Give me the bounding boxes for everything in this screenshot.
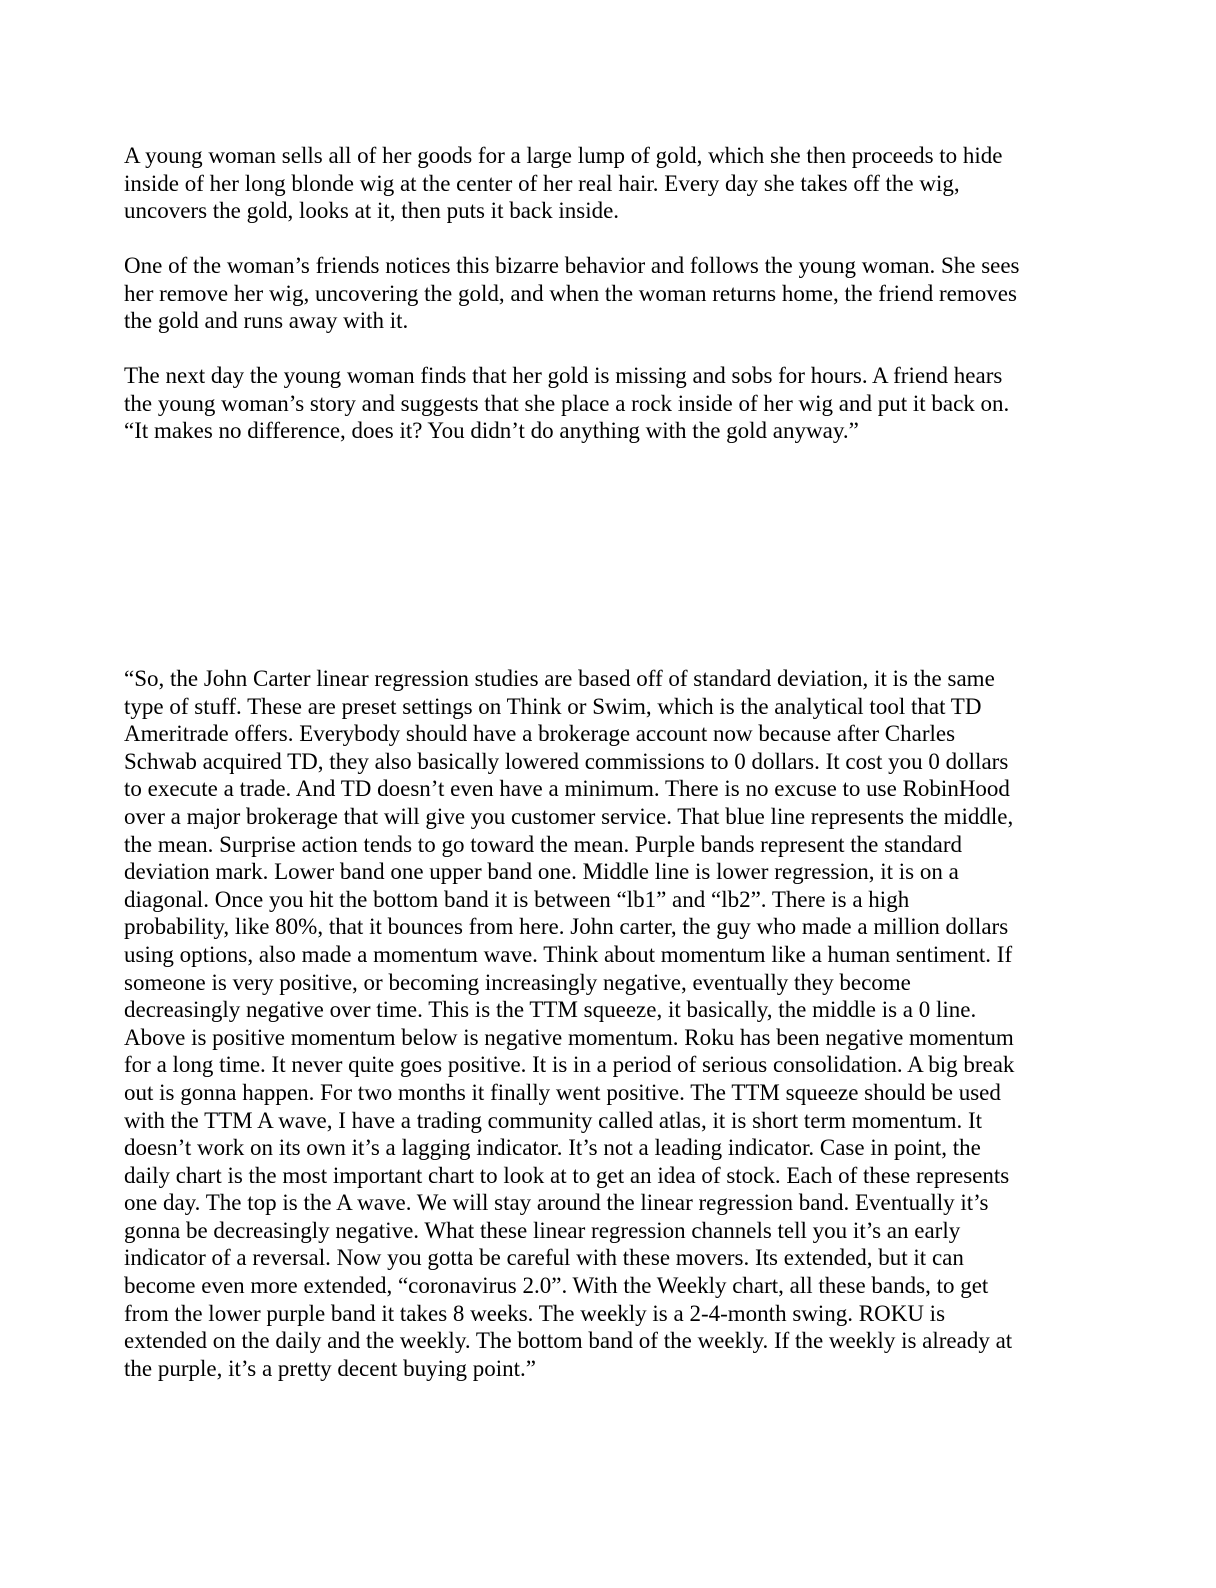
text-line: “It makes no difference, does it? You didn’t do anything with the gold anyway.” [124, 418, 859, 444]
paragraph-trading-quote [124, 665, 1014, 1382]
text-line: “So, the John Carter linear regression studies are based off of standard deviation, it is the same [124, 666, 995, 691]
text-line: inside of her long blonde wig at the center of her real hair. Every day she takes off the wig, [124, 170, 960, 196]
text-line: one day. The top is the A wave. We will stay around the linear regression band. Eventually it’s [124, 1190, 989, 1216]
text-line: Ameritrade offers. Everybody should have a brokerage account now because after Charles [124, 721, 956, 747]
text-line: for a long time. It never quite goes positive. It is in a period of serious consolidation. A big break [124, 1052, 1015, 1078]
text-line: The next day the young woman finds that her gold is missing and sobs for hours. A friend hears [124, 363, 1003, 388]
paragraph-rock-in-wig [124, 362, 1009, 445]
text-line: type of stuff. These are preset settings on Think or Swim, which is the analytical tool that TD [124, 693, 982, 719]
text-line: deviation mark. Lower band one upper band one. Middle line is lower regression, it is on a [124, 859, 959, 885]
text-line: out is gonna happen. For two months it finally went positive. The TTM squeeze should be used [124, 1079, 1001, 1105]
text-line: from the lower purple band it takes 8 weeks. The weekly is a 2-4-month swing. ROKU is [124, 1300, 946, 1326]
text-line: the young woman’s story and suggests that she place a rock inside of her wig and put it back on. [124, 390, 1010, 416]
text-line: over a major brokerage that will give you customer service. That blue line represents the middle, [124, 803, 1014, 829]
text-line: the mean. Surprise action tends to go toward the mean. Purple bands represent the standard [124, 831, 962, 857]
text-line: to execute a trade. And TD doesn’t even have a minimum. There is no excuse to use RobinHood [124, 776, 1010, 802]
text-line: decreasingly negative over time. This is the TTM squeeze, it basically, the middle is a 0 line. [124, 997, 977, 1023]
text-line: Schwab acquired TD, they also basically lowered commissions to 0 dollars. It cost you 0 dollars [124, 748, 1009, 774]
text-line: indicator of a reversal. Now you gotta be careful with these movers. Its extended, but it can [124, 1245, 964, 1271]
text-line: become even more extended, “coronavirus 2.0”. With the Weekly chart, all these bands, to get [124, 1273, 989, 1299]
text-line: daily chart is the most important chart to look at to get an idea of stock. Each of these represents [124, 1162, 1010, 1188]
text-line: gonna be decreasingly negative. What these linear regression channels tell you it’s an early [124, 1217, 961, 1243]
text-line: A young woman sells all of her goods for a large lump of gold, which she then proceeds to hide [124, 143, 1003, 168]
text-line: doesn’t work on its own it’s a lagging indicator. It’s not a leading indicator. Case in point, the [124, 1135, 981, 1161]
text-line: One of the woman’s friends notices this bizarre behavior and follows the young woman. She sees [124, 253, 1020, 278]
paragraph-gold-story [124, 142, 1003, 225]
text-line: diagonal. Once you hit the bottom band it is between “lb1” and “lb2”. There is a high [124, 886, 910, 912]
text-line: extended on the daily and the weekly. The bottom band of the weekly. If the weekly is already at [124, 1328, 1013, 1354]
text-line: using options, also made a momentum wave. Think about momentum like a human sentiment. If [124, 941, 1013, 967]
text-line: Above is positive momentum below is negative momentum. Roku has been negative momentum [124, 1024, 1014, 1050]
text-line: probability, like 80%, that it bounces from here. John carter, the guy who made a million dollars [124, 914, 1009, 940]
text-line: the purple, it’s a pretty decent buying point.” [124, 1355, 536, 1381]
text-line: with the TTM A wave, I have a trading community called atlas, it is short term momentum. It [124, 1107, 983, 1133]
text-line: her remove her wig, uncovering the gold, and when the woman returns home, the friend removes [124, 280, 1017, 306]
text-line: uncovers the gold, looks at it, then puts it back inside. [124, 198, 620, 224]
text-line: the gold and runs away with it. [124, 308, 409, 334]
paragraph-friend-steals [124, 252, 1020, 335]
text-line: someone is very positive, or becoming increasingly negative, eventually they become [124, 969, 911, 995]
